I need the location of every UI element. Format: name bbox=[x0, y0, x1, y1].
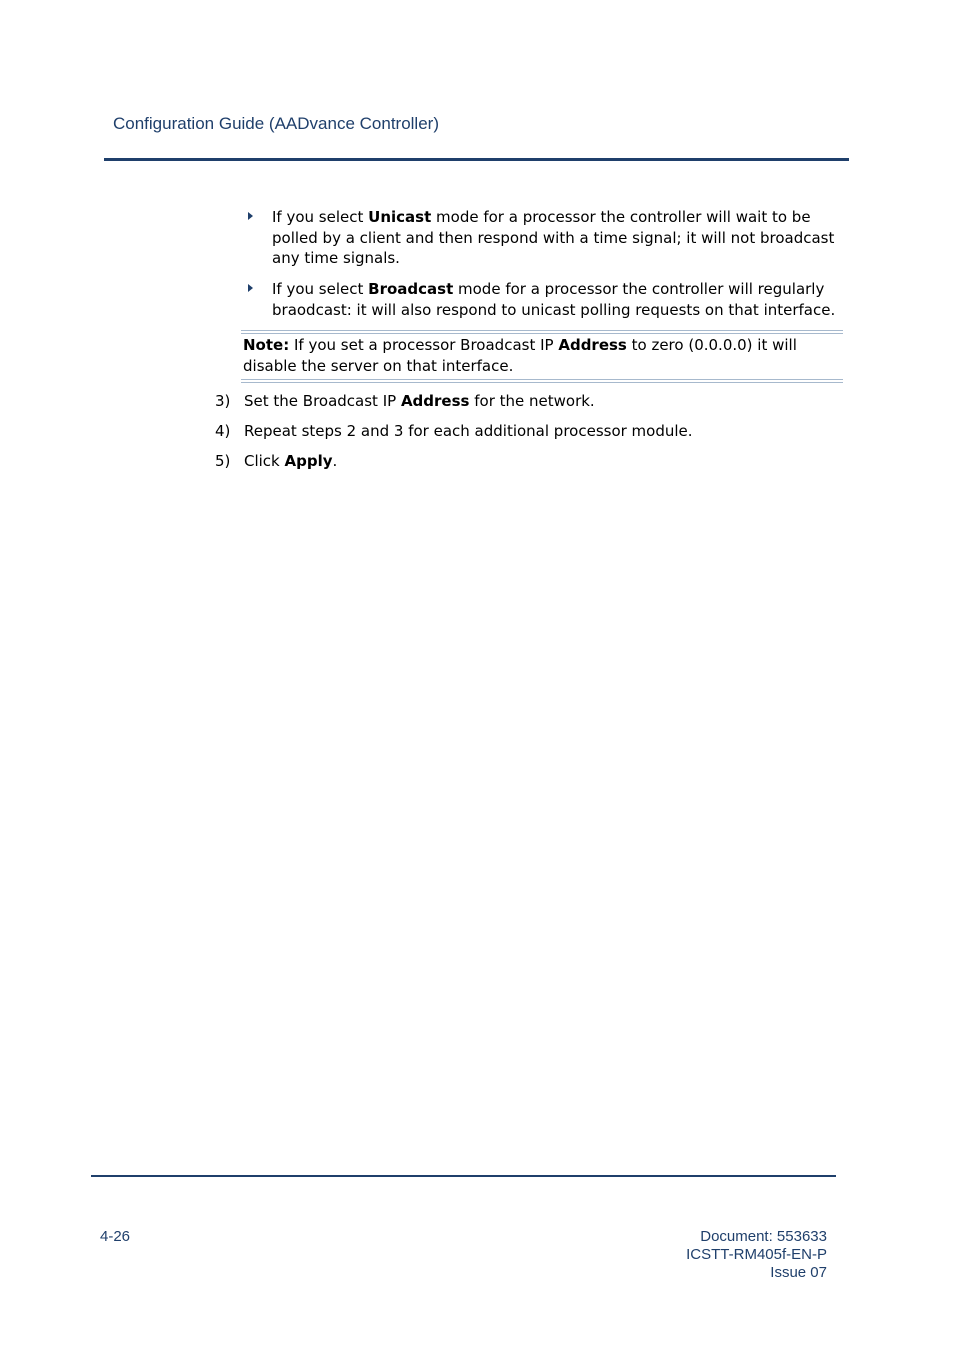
page-header-title: Configuration Guide (AADvance Controller) bbox=[113, 114, 439, 133]
bold-term: Unicast bbox=[368, 208, 432, 226]
step-text: Click Apply. bbox=[244, 452, 338, 470]
bold-term: Address bbox=[400, 392, 470, 410]
step-number: 4) bbox=[215, 422, 231, 440]
bold-term: Address bbox=[558, 336, 627, 354]
note-box: Note: If you set a processor Broadcast IP Address to zero (0.0.0.0) it will disable the server on that interface. bbox=[243, 336, 797, 375]
footer-divider bbox=[91, 1175, 836, 1177]
triangle-bullet-icon bbox=[248, 284, 253, 292]
triangle-bullet-icon bbox=[248, 212, 253, 220]
bullet-item-unicast bbox=[248, 207, 838, 271]
document-issue: Issue 07 bbox=[770, 1264, 827, 1281]
step-text: Set the Broadcast IP Address for the network. bbox=[244, 392, 595, 410]
document-info bbox=[686, 1228, 827, 1282]
bold-term: Apply bbox=[284, 452, 333, 470]
header-divider bbox=[104, 158, 849, 161]
document-reference: ICSTT-RM405f-EN-P bbox=[686, 1246, 827, 1263]
bullet-text: If you select Unicast mode for a processor the controller will wait to be polled by a client and then respond with a time signal; it will not broadcast any time signals. bbox=[272, 208, 835, 267]
bold-term: Broadcast bbox=[368, 280, 454, 298]
note-top-rule bbox=[241, 330, 843, 334]
bullet-item-broadcast bbox=[248, 279, 838, 323]
note-bottom-rule bbox=[241, 379, 843, 383]
step-text: Repeat steps 2 and 3 for each additional processor module. bbox=[244, 422, 693, 440]
note-label: Note: bbox=[243, 336, 290, 354]
page-number: 4-26 bbox=[100, 1228, 131, 1245]
document-number: Document: 553633 bbox=[700, 1228, 827, 1245]
step-number: 3) bbox=[215, 392, 231, 410]
step-number: 5) bbox=[215, 452, 231, 470]
bullet-text: If you select Broadcast mode for a processor the controller will regularly braodcast: it will also respond to unicast polling requests on that interface. bbox=[272, 280, 836, 319]
